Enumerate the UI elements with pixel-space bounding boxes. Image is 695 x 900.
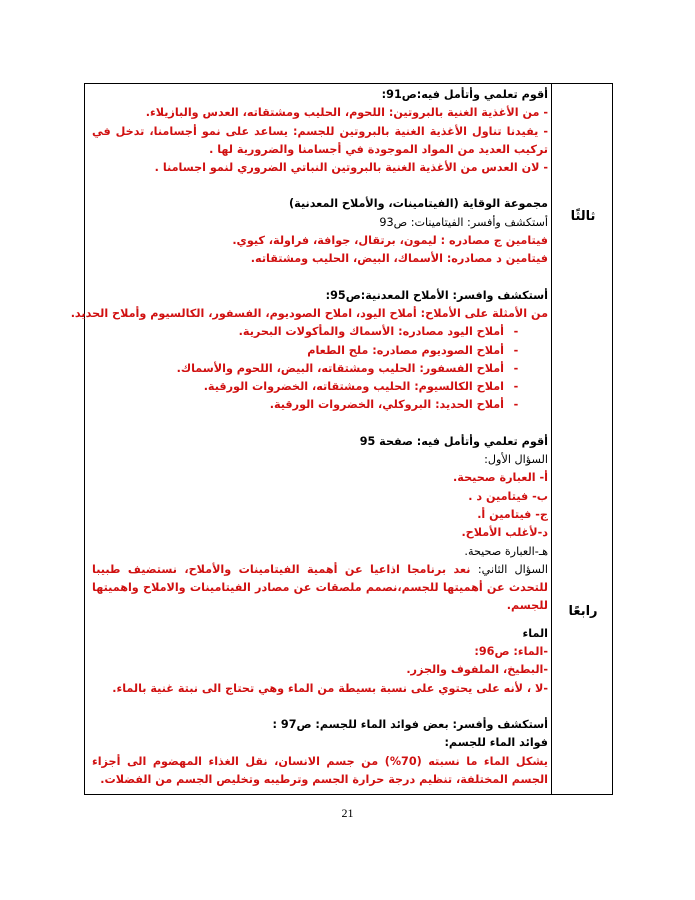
label-fourth: رابعًا	[568, 604, 598, 619]
block1-line3: - لان العدس من الأغذية الغنية بالبروتين النباتي الضروري لنمو اجسامنا .	[154, 161, 548, 175]
block6-text: يشكل الماء ما نسبته (70%) من جسم الانسان، نقل الغذاء المهضوم الى أجزاء الجسم المختلفة، تنظيم درجة حرارة الجسم وترطيبه وتخليص الجسم من الفضلات.	[92, 754, 548, 786]
question2-label: السؤال الثاني:	[477, 562, 548, 576]
block2-line1: فيتامين ج مصادره : ليمون، برتقال، جوافة، فراولة، كيوي.	[232, 234, 548, 248]
answer-d: د-لأغلب الأملاح.	[461, 526, 548, 540]
question1-label: السؤال الأول:	[484, 453, 548, 467]
block3-heading: أستكشف وافسر: الأملاح المعدنية:ص95:	[325, 288, 548, 302]
block5-heading: الماء	[522, 626, 548, 640]
block1-line2: - يفيدنا تناول الأغذية الغنية بالبروتين للجسم: يساعد على نمو أجسامنا، تدخل في تركيب العديد من المواد الموجودة في أجسامنا والضرورية لها .	[92, 124, 548, 156]
label-third: ثالثًا	[570, 209, 596, 224]
block2-line2: فيتامين د مصادره: الأسماك، البيض، الحليب ومشتقاته.	[250, 252, 548, 266]
block6-heading: أستكشف وأفسر: بعض فوائد الماء للجسم: ص97 :	[272, 717, 548, 731]
list-item: -أملاح الحديد: البروكلي، الخضروات الورقية.	[269, 398, 519, 412]
block1-line1: - من الأغذية الغنية بالبروتين: اللحوم، الحليب ومشتقاته، العدس والبازيلاء.	[145, 106, 548, 120]
answer-c: ج- فيتامين أ.	[477, 507, 548, 521]
block3-intro: من الأمثلة على الأملاح: أملاح اليود، املاح الصوديوم، الفسفور، الكالسيوم وأملاح الحديد.	[70, 306, 548, 320]
block1-heading: أقوم تعلمي وأتأمل فيه:ص91:	[381, 88, 548, 101]
page-number: 21	[341, 806, 354, 820]
answer-b: ب- فيتامين د .	[468, 489, 548, 503]
column-divider	[551, 83, 552, 795]
block5-line1: -الماء: ص96:	[474, 645, 548, 659]
list-item: -أملاح الصوديوم مصادره: ملح الطعام	[307, 343, 519, 357]
block5-line3: -لا ، لأنه على يحتوي على نسبة بسيطة من الماء وهي تحتاج الى نبتة غنية بالماء.	[112, 681, 548, 695]
list-item: -املاح الكالسيوم: الحليب ومشتقاته، الخضروات الورقية.	[203, 380, 519, 394]
block2-subheading: أستكشف وأفسر: الفيتامينات: ص93	[379, 215, 548, 229]
minerals-list	[92, 323, 548, 414]
list-item: -أملاح الفسفور: الحليب ومشتقاته، البيض، اللحوم والأسماك.	[176, 361, 519, 375]
block5-line2: -البطيخ، الملفوف والجزر.	[406, 663, 548, 677]
question2	[92, 561, 548, 616]
answer-e: هـ-العبارة صحيحة.	[464, 544, 548, 558]
block4-heading: أقوم تعلمي وأتأمل فيه: صفحة 95	[359, 434, 548, 448]
list-item: -أملاح اليود مصادره: الأسماك والمأكولات البحرية.	[238, 325, 519, 339]
block2-heading: مجموعة الوقاية (الفيتامينات، والأملاح المعدنية)	[289, 197, 548, 211]
lesson-content	[70, 86, 548, 789]
block6-subheading: فوائد الماء للجسم:	[444, 736, 548, 750]
question2-answer: نعد برنامجا اذاعيا عن أهمية الفيتامينات والأملاح، نستضيف طبيبا للتحدث عن أهميتها للجسم،نصمم ملصقات عن مصادر الفيتامينات والاملاح واهميتها للجسم.	[92, 562, 548, 613]
answer-a: أ- العبارة صحيحة.	[453, 471, 548, 485]
